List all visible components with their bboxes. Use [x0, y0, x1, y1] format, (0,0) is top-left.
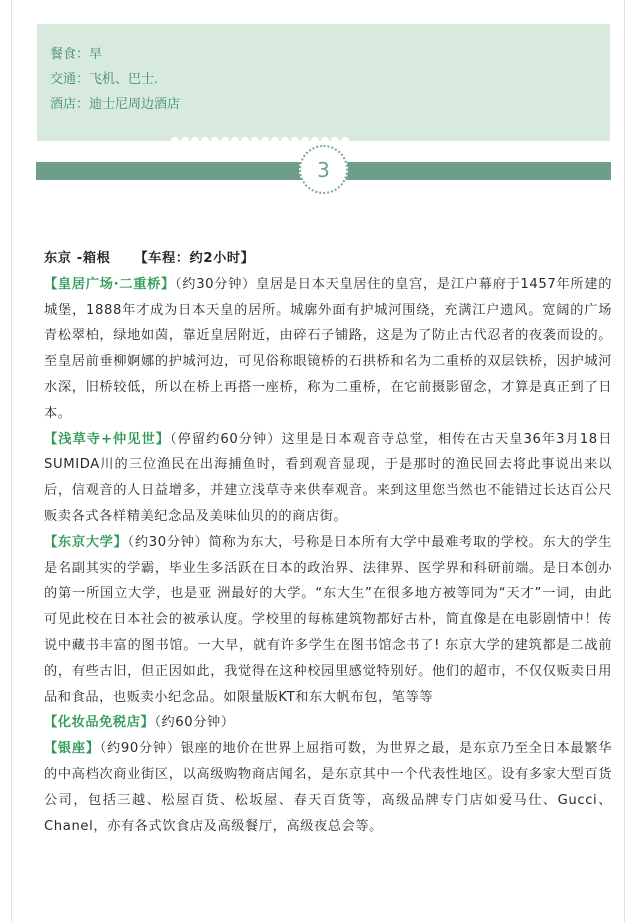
- trip-info-box: [37, 24, 610, 141]
- tag-duty-free: 【化妆品免税店】: [44, 715, 155, 731]
- hotel-info: 酒店：迪士尼周边酒店: [50, 97, 181, 112]
- tag-sensoji: 【浅草寺+仲见世】: [44, 431, 170, 447]
- transport-info: 交通：飞机、巴士.: [50, 72, 159, 87]
- route-duration: 【车程：约2小时】: [134, 251, 255, 266]
- text-imperial-palace: （约30分钟）皇居是日本天皇居住的皇宫，是江户幕府于1457年所建的城堡，1888年才成为日本天皇的居所。城廓外面有护城河围绕，充满江户遗风。宽阔的广场青松翠柏，绿地如茵，靠近皇居附近，由碎石子铺路，这是为了防止古代忍者的夜袭而设的。至皇居前垂柳婀娜的护城河边，可见俗称眼镜桥的石拱桥和名为二重桥的双层铁桥，因护城河水深，旧桥较低，所以在桥上再搭一座桥，称为二重桥，在它前摄影留念，才算是真正到了日本。: [44, 276, 613, 421]
- paragraph-imperial-palace: [44, 272, 612, 427]
- paragraph-duty-free: [44, 710, 612, 736]
- text-duty-free: （约60分钟）: [154, 715, 235, 731]
- day-number-badge: 3: [299, 145, 348, 194]
- tag-ginza: 【银座】: [44, 741, 100, 757]
- tag-imperial-palace: 【皇居广场·二重桥】: [44, 276, 175, 292]
- text-ginza: （约90分钟）银座的地价在世界上屈指可数，为世界之最，是东京乃至全日本最繁华的中高档次商业街区，以高级购物商店闻名，是东京其中一个代表性地区。设有多家大型百货公司，包括三越、松屋百货、松坂屋、春天百货等，高级品牌专门店如爱马仕、Gucci、Chanel，亦有各式饮食店及高级餐厅，高级夜总会等。: [44, 741, 612, 834]
- route-title: 东京 -箱根: [44, 251, 111, 266]
- paragraph-ginza: [44, 736, 612, 839]
- paragraph-tokyo-university: [44, 530, 612, 711]
- route-line: [44, 246, 612, 272]
- meals-info: 餐食：早: [50, 47, 103, 62]
- tag-tokyo-university: 【东京大学】: [44, 534, 128, 550]
- text-tokyo-university: （约30分钟）简称为东大，号称是日本所有大学中最难考取的学校。东大的学生是名副其实的学霸，毕业生多活跃在日本的政治界、法律界、医学界和科研前端。是日本创办的第一所国立大学，也是亚 洲最好的大学。“东大生”在很多地方被等同为“天才”一词，由此可见此校在日本社会的被承认度。学校里的每栋建筑物都好古朴，简直像是在电影剧情中！传说中藏书丰富的图书馆。一大早，就有许多学生在图书馆念书了! 东京大学的建筑都是二战前的，有些古旧，但正因如此，我觉得在这种校园里感觉特别好。他们的超市，不仅仅贩卖日用品和食品，也贩卖小纪念品。如限量版KT和东大帆布包，笔等等: [44, 534, 612, 705]
- scallop-edge: [171, 133, 351, 143]
- text-sensoji: （停留约60分钟）这里是日本观音寺总堂，相传在古天皇36年3月18日SUMIDA川的三位渔民在出海捕鱼时，看到观音显现，于是那时的渔民回去将此事说出来以后，信观音的人日益增多，并建立浅草寺来供奉观音。来到这里您当然也不能错过长达百公尺贩卖各式各样精美纪念品及美味仙贝的的商店街。: [44, 431, 613, 524]
- itinerary-content: [44, 246, 612, 839]
- paragraph-sensoji: [44, 427, 612, 530]
